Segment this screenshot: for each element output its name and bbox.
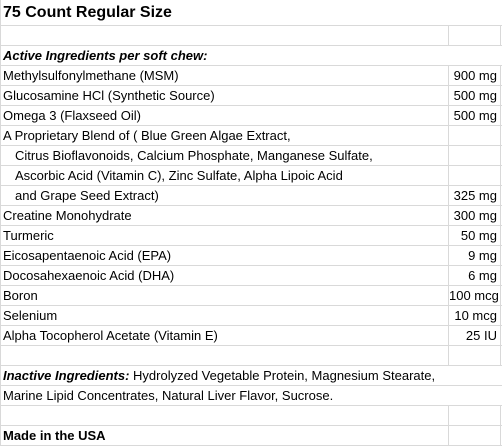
ingredient-amount xyxy=(449,126,501,145)
ingredient-name: and Grape Seed Extract) xyxy=(0,186,449,205)
ingredient-row xyxy=(0,326,502,346)
ingredient-row xyxy=(0,186,502,206)
ingredient-row xyxy=(0,146,502,166)
inactive-ingredients-label: Inactive Ingredients: xyxy=(3,368,130,383)
ingredient-amount: 25 IU xyxy=(449,326,501,345)
ingredient-row xyxy=(0,126,502,146)
ingredient-amount: 500 mg xyxy=(449,106,501,125)
ingredient-row xyxy=(0,246,502,266)
active-ingredients-heading: Active Ingredients per soft chew: xyxy=(3,48,208,63)
ingredient-amount: 9 mg xyxy=(449,246,501,265)
ingredient-row xyxy=(0,66,502,86)
ingredient-amount: 100 mcg xyxy=(449,286,501,305)
ingredient-amount xyxy=(449,146,501,165)
inactive-row-1 xyxy=(0,366,502,386)
ingredient-name: Boron xyxy=(0,286,449,305)
sheet-title: 75 Count Regular Size xyxy=(3,4,172,21)
ingredient-name: Eicosapentaenoic Acid (EPA) xyxy=(0,246,449,265)
ingredient-amount: 500 mg xyxy=(449,86,501,105)
ingredient-name: Alpha Tocopherol Acetate (Vitamin E) xyxy=(0,326,449,345)
ingredient-name: Omega 3 (Flaxseed Oil) xyxy=(0,106,449,125)
spacer-row xyxy=(0,346,502,366)
ingredient-row xyxy=(0,106,502,126)
ingredient-row xyxy=(0,266,502,286)
ingredient-row xyxy=(0,86,502,106)
ingredient-name: Methylsulfonylmethane (MSM) xyxy=(0,66,449,85)
ingredient-amount: 300 mg xyxy=(449,206,501,225)
active-heading-row xyxy=(0,46,502,66)
ingredient-name: Selenium xyxy=(0,306,449,325)
inactive-row-2 xyxy=(0,386,502,406)
ingredient-name: Citrus Bioflavonoids, Calcium Phosphate, Manganese Sulfate, xyxy=(0,146,449,165)
ingredient-amount: 6 mg xyxy=(449,266,501,285)
title-row xyxy=(0,0,502,26)
ingredient-name: A Proprietary Blend of ( Blue Green Algae Extract, xyxy=(0,126,449,145)
ingredient-name: Docosahexaenoic Acid (DHA) xyxy=(0,266,449,285)
inactive-ingredients-line1: Hydrolyzed Vegetable Protein, Magnesium Stearate, xyxy=(129,368,436,383)
ingredient-name: Turmeric xyxy=(0,226,449,245)
ingredient-row xyxy=(0,286,502,306)
ingredient-row xyxy=(0,206,502,226)
ingredient-amount xyxy=(449,166,501,185)
ingredient-name: Ascorbic Acid (Vitamin C), Zinc Sulfate, Alpha Lipoic Acid xyxy=(0,166,449,185)
ingredient-row xyxy=(0,166,502,186)
ingredient-amount: 50 mg xyxy=(449,226,501,245)
ingredient-name: Creatine Monohydrate xyxy=(0,206,449,225)
ingredient-name: Glucosamine HCl (Synthetic Source) xyxy=(0,86,449,105)
ingredient-amount: 325 mg xyxy=(449,186,501,205)
made-in-usa-text: Made in the USA xyxy=(0,426,449,445)
ingredient-amount: 900 mg xyxy=(449,66,501,85)
origin-row xyxy=(0,426,502,446)
ingredient-amount: 10 mcg xyxy=(449,306,501,325)
spacer-row xyxy=(0,406,502,426)
inactive-ingredients-line2: Marine Lipid Concentrates, Natural Liver Flavor, Sucrose. xyxy=(3,388,334,403)
spacer-row xyxy=(0,26,502,46)
ingredient-row xyxy=(0,226,502,246)
ingredient-row xyxy=(0,306,502,326)
